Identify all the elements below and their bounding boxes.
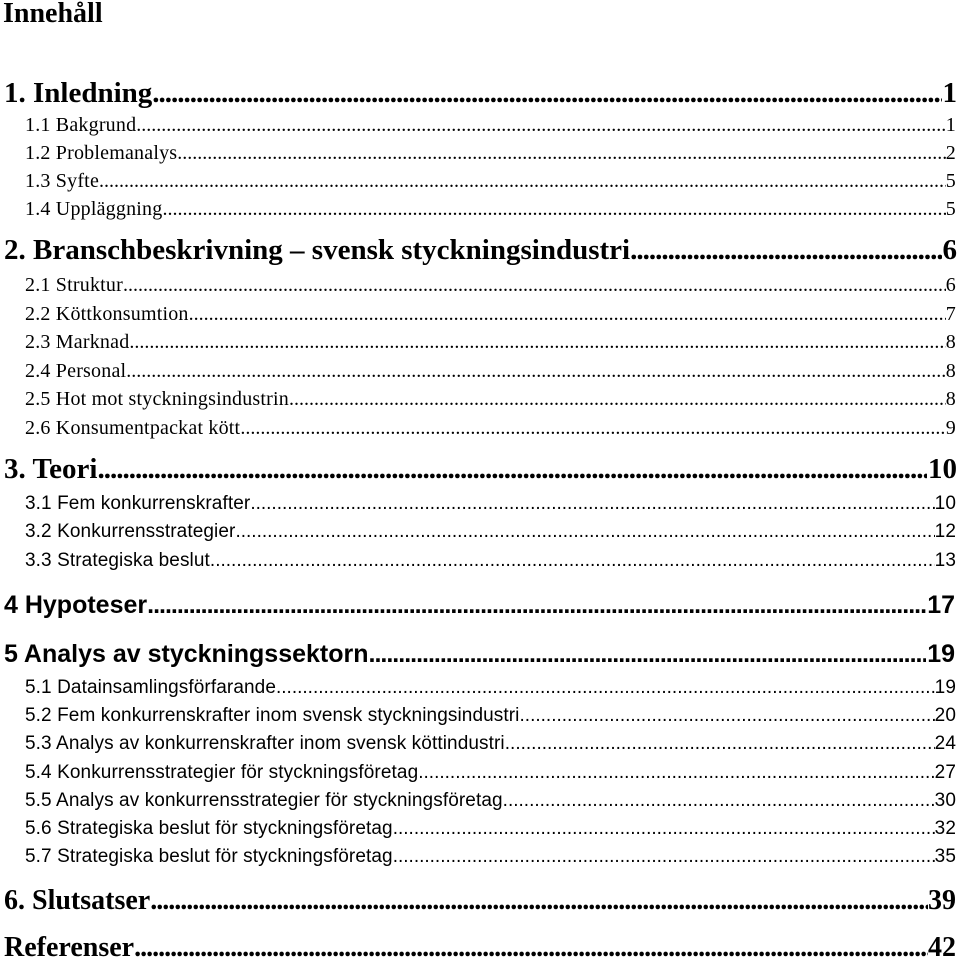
toc-entry-title: 5.4 Konkurrensstrategier för styckningsföretag [25, 762, 419, 783]
toc-entry-chapter-6[interactable] [4, 887, 956, 915]
toc-dot-leader [129, 332, 945, 352]
toc-entry-5-7[interactable] [25, 847, 956, 866]
toc-dot-leader [99, 171, 946, 191]
toc-entry-title: 3. Teori [4, 453, 98, 485]
toc-entry-page: 8 [945, 388, 956, 410]
toc-entry-page: 32 [934, 818, 956, 839]
toc-dot-leader [393, 819, 935, 838]
toc-dot-leader [210, 551, 935, 570]
toc-entry-page: 2 [945, 142, 956, 164]
toc-dot-leader [136, 115, 946, 135]
toc-entry-5-4[interactable] [25, 763, 956, 782]
toc-entry-title: 3.2 Konkurrensstrategier [25, 521, 236, 542]
toc-dot-leader [369, 642, 927, 667]
toc-entry-2-4[interactable] [25, 361, 956, 381]
toc-entry-page: 12 [934, 521, 956, 542]
toc-entry-page: 6 [942, 234, 957, 266]
toc-dot-leader [235, 522, 934, 541]
toc-dot-leader [189, 304, 946, 324]
toc-entry-page: 9 [945, 417, 956, 439]
toc-entry-title: 2.6 Konsumentpackat kött [25, 417, 241, 439]
toc-entry-1-1[interactable] [25, 115, 956, 135]
toc-entry-2-6[interactable] [25, 418, 956, 438]
toc-dot-leader [126, 361, 946, 381]
toc-entry-chapter-5[interactable] [4, 642, 955, 667]
toc-entry-5-5[interactable] [25, 791, 956, 810]
toc-dot-leader [503, 791, 935, 810]
toc-dot-leader [520, 706, 935, 725]
toc-entry-page: 19 [934, 677, 956, 698]
toc-entry-page: 30 [934, 790, 956, 811]
toc-entry-title: 2.5 Hot mot styckningsindustrin [25, 388, 289, 410]
toc-entry-title: 5.7 Strategiska beslut för styckningsföretag [25, 846, 393, 867]
toc-entry-title: 1.3 Syfte [25, 170, 100, 192]
toc-entry-page: 1 [945, 114, 956, 136]
toc-entry-5-3[interactable] [25, 734, 956, 753]
toc-entry-page: 5 [945, 170, 956, 192]
toc-dot-leader [250, 494, 934, 513]
toc-heading: Innehåll [3, 0, 103, 29]
toc-dot-leader [134, 934, 928, 962]
toc-entry-page: 24 [934, 733, 956, 754]
toc-entry-page: 19 [927, 640, 955, 668]
toc-entry-title: 3.3 Strategiska beslut [25, 550, 210, 571]
toc-entry-page: 35 [934, 846, 956, 867]
toc-entry-references[interactable] [4, 934, 956, 962]
toc-dot-leader [150, 887, 928, 915]
toc-entry-page: 10 [934, 493, 956, 514]
toc-entry-page: 13 [934, 550, 956, 571]
toc-entry-title: 2.4 Personal [25, 360, 127, 382]
toc-entry-chapter-1[interactable] [4, 79, 957, 108]
toc-entry-page: 8 [945, 331, 956, 353]
toc-dot-leader [97, 455, 927, 484]
toc-dot-leader [418, 763, 934, 782]
toc-entry-2-3[interactable] [25, 332, 956, 352]
toc-dot-leader [123, 275, 946, 295]
toc-entry-chapter-3[interactable] [4, 455, 957, 484]
toc-entry-title: 2.1 Struktur [25, 274, 123, 296]
toc-entry-title: 6. Slutsatser [4, 885, 151, 916]
toc-entry-title: 5.2 Fem konkurrenskrafter inom svensk styckningsindustri [25, 705, 520, 726]
toc-dot-leader [289, 389, 946, 409]
toc-entry-page: 5 [945, 198, 956, 220]
toc-dot-leader [276, 678, 935, 697]
toc-entry-page: 27 [934, 762, 956, 783]
toc-entry-title: 5 Analys av styckningssektorn [4, 640, 369, 668]
toc-entry-2-1[interactable] [25, 275, 956, 295]
toc-entry-1-2[interactable] [25, 143, 956, 163]
toc-entry-page: 8 [945, 360, 956, 382]
toc-entry-page: 1 [942, 77, 957, 109]
toc-entry-chapter-2[interactable] [4, 236, 957, 265]
toc-entry-2-2[interactable] [25, 304, 956, 324]
toc-entry-page: 6 [945, 274, 956, 296]
toc-entry-page: 39 [928, 885, 956, 916]
toc-dot-leader [162, 199, 945, 219]
toc-entry-title: 2. Branschbeskrivning – svensk styckningsindustri [4, 234, 631, 266]
toc-entry-page: 20 [934, 705, 956, 726]
toc-entry-title: 1. Inledning [4, 77, 153, 109]
toc-entry-page: 10 [928, 453, 957, 485]
toc-entry-title: 5.6 Strategiska beslut för styckningsföretag [25, 818, 393, 839]
toc-entry-5-1[interactable] [25, 678, 956, 697]
toc-dot-leader [630, 236, 941, 265]
toc-entry-title: 1.4 Uppläggning [25, 198, 163, 220]
toc-entry-title: 2.2 Köttkonsumtion [25, 303, 189, 325]
toc-entry-title: 5.3 Analys av konkurrenskrafter inom svensk köttindustri [25, 733, 505, 754]
toc-entry-page: 42 [928, 932, 956, 963]
toc-entry-2-5[interactable] [25, 389, 956, 409]
toc-entry-5-2[interactable] [25, 706, 956, 725]
toc-entry-1-3[interactable] [25, 171, 956, 191]
toc-entry-title: 2.3 Marknad [25, 331, 130, 353]
toc-entry-title: 4 Hypoteser [4, 591, 148, 619]
toc-entry-title: Referenser [4, 932, 135, 963]
toc-entry-1-4[interactable] [25, 199, 956, 219]
toc-entry-5-6[interactable] [25, 819, 956, 838]
toc-entry-title: 5.1 Datainsamlingsförfarande [25, 677, 276, 698]
toc-dot-leader [240, 418, 945, 438]
toc-entry-page: 7 [945, 303, 956, 325]
toc-entry-chapter-4[interactable] [4, 593, 955, 618]
toc-dot-leader [177, 143, 946, 163]
toc-entry-3-2[interactable] [25, 522, 956, 541]
toc-entry-title: 3.1 Fem konkurrenskrafter [25, 493, 251, 514]
toc-dot-leader [152, 79, 941, 108]
toc-entry-3-3[interactable] [25, 551, 956, 570]
toc-dot-leader [505, 734, 935, 753]
toc-dot-leader [147, 593, 926, 618]
toc-entry-title: 1.2 Problemanalys [25, 142, 178, 164]
toc-entry-title: 5.5 Analys av konkurrensstrategier för styckningsföretag [25, 790, 503, 811]
toc-entry-title: 1.1 Bakgrund [25, 114, 137, 136]
toc-entry-3-1[interactable] [25, 494, 956, 513]
toc-dot-leader [393, 847, 935, 866]
toc-entry-page: 17 [927, 591, 955, 619]
